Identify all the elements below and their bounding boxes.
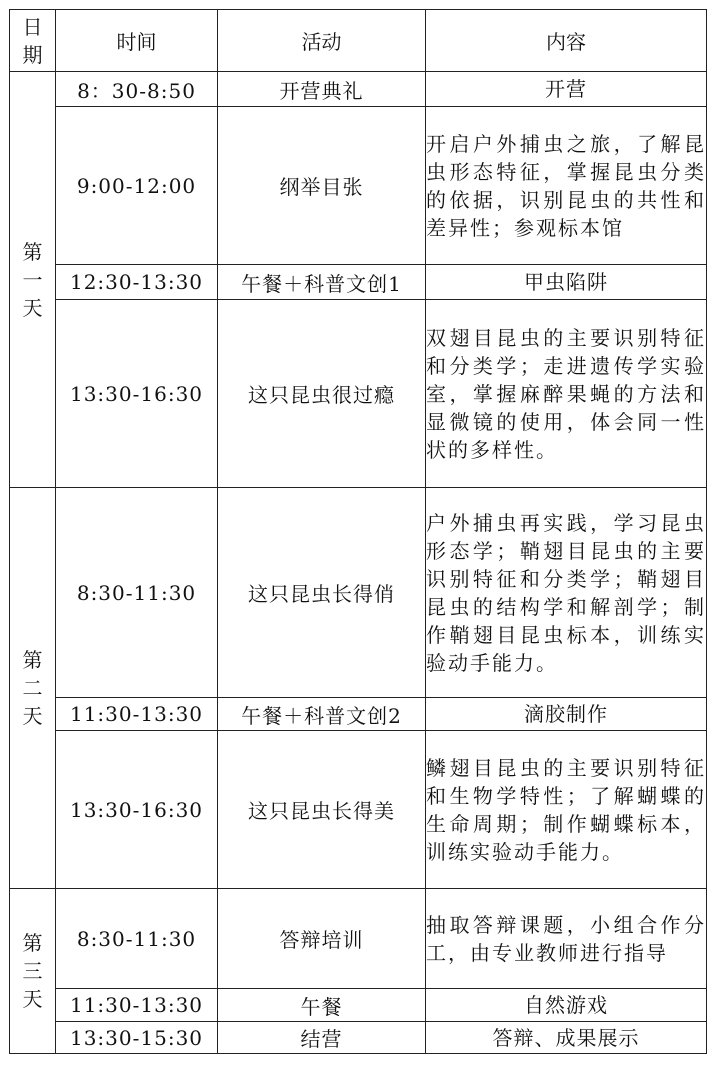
header-row	[10, 10, 707, 72]
content-cell: 甲虫陷阱	[426, 265, 707, 300]
table-row	[10, 300, 707, 488]
activity-cell: 午餐＋科普文创1	[218, 265, 426, 300]
table-row	[10, 107, 707, 265]
activity-cell: 开营典礼	[218, 72, 426, 107]
activity-cell: 纲举目张	[218, 107, 426, 265]
activity-cell: 午餐＋科普文创2	[218, 698, 426, 731]
activity-cell: 结营	[218, 1022, 426, 1054]
time-cell: 9:00-12:00	[56, 107, 218, 265]
activity-cell: 这只昆虫很过瘾	[218, 300, 426, 488]
activity-cell: 答辩培训	[218, 889, 426, 989]
day-cell-2: 第二天	[10, 488, 56, 889]
header-content: 内容	[426, 10, 707, 72]
day-cell-3: 第三天	[10, 889, 56, 1054]
header-activity: 活动	[218, 10, 426, 72]
content-cell: 滴胶制作	[426, 698, 707, 731]
content-cell: 答辩、成果展示	[426, 1022, 707, 1054]
table-row	[10, 698, 707, 731]
time-cell: 11:30-13:30	[56, 698, 218, 731]
day-cell-1: 第一天	[10, 72, 56, 488]
schedule-table	[9, 9, 707, 1054]
table-row	[10, 265, 707, 300]
time-cell: 13:30-16:30	[56, 300, 218, 488]
content-cell: 抽取答辩课题，小组合作分工，由专业教师进行指导	[426, 889, 707, 989]
content-cell: 开启户外捕虫之旅，了解昆虫形态特征，掌握昆虫分类的依据，识别昆虫的共性和差异性；参观标本馆	[426, 107, 707, 265]
content-cell: 自然游戏	[426, 989, 707, 1022]
time-cell: 13:30-15:30	[56, 1022, 218, 1054]
table-row	[10, 731, 707, 889]
time-cell: 8:30-11:30	[56, 488, 218, 698]
activity-cell: 午餐	[218, 989, 426, 1022]
time-cell: 12:30-13:30	[56, 265, 218, 300]
table-row	[10, 72, 707, 107]
table-row	[10, 1022, 707, 1054]
content-cell: 鳞翅目昆虫的主要识别特征和生物学特性；了解蝴蝶的生命周期；制作蝴蝶标本，训练实验动手能力。	[426, 731, 707, 889]
time-cell: 8：30-8:50	[56, 72, 218, 107]
table-row	[10, 488, 707, 698]
content-cell: 开营	[426, 72, 707, 107]
time-cell: 13:30-16:30	[56, 731, 218, 889]
time-cell: 11:30-13:30	[56, 989, 218, 1022]
content-cell: 双翅目昆虫的主要识别特征和分类学；走进遗传学实验室，掌握麻醉果蝇的方法和显微镜的使用，体会同一性状的多样性。	[426, 300, 707, 488]
table-row	[10, 889, 707, 989]
activity-cell: 这只昆虫长得俏	[218, 488, 426, 698]
header-time: 时间	[56, 10, 218, 72]
table-row	[10, 989, 707, 1022]
activity-cell: 这只昆虫长得美	[218, 731, 426, 889]
content-cell: 户外捕虫再实践，学习昆虫形态学；鞘翅目昆虫的主要识别特征和分类学；鞘翅目昆虫的结构学和解剖学；制作鞘翅目昆虫标本，训练实验动手能力。	[426, 488, 707, 698]
time-cell: 8:30-11:30	[56, 889, 218, 989]
header-day: 日期	[10, 10, 56, 72]
